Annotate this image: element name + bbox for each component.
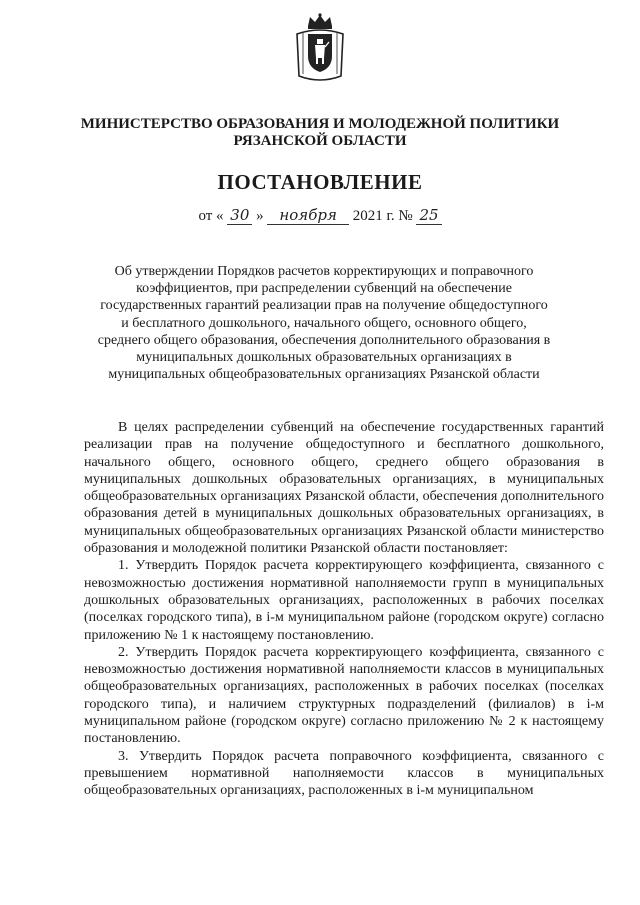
date-day-close: » [256,208,264,224]
date-day: 30 [227,206,252,225]
body-item-1: 1. Утвердить Порядок расчета корректирующего коэффициента, связанного с невозможностью достижения нормативной наполняемости групп в муниципальных дошкольных образовательных организациях, расположенных в рабочих поселках (поселках городского типа), в i-м муниципальном районе (городском округе) согласно приложению № 1 к настоящему постановлению. [84,558,604,643]
date-prefix: от « [198,208,224,224]
body-item-3: 3. Утвердить Порядок расчета поправочного коэффициента, связанного с превышением нормативной наполняемости классов в муниципальных общеобразовательных организациях, расположенных в i-м муниципальном [84,748,604,799]
date-year: 2021 г. № [352,208,413,224]
document-body [84,419,604,800]
ministry-name-line2: РЯЗАНСКОЙ ОБЛАСТИ [233,133,407,149]
document-subject: Об утверждении Порядков расчетов корректирующих и поправочного коэффициентов, при распределении субвенций на обеспечение государственных гарантий реализации прав на получение общедоступного и бесплатного дошкольного, начального общего, основного общего, среднего общего образования, обеспечения дополнительного образования в муниципальных дошкольных образовательных организациях в муниципальных общеобразовательных организациях Рязанской области [97,264,551,383]
date-line [0,206,640,225]
body-intro-paragraph: В целях распределении субвенций на обеспечение государственных гарантий реализации прав на получение общедоступного и бесплатного дошкольного, начального общего, основного общего, среднего общего образования в муниципальных дошкольных образовательных организациях, в муниципальных общеобразовательных организациях Рязанской области, обеспечения дополнительного образования детей в муниципальных дошкольных образовательных организациях, в муниципальных общеобразовательных организациях Рязанской области министерство образования и молодежной политики Рязанской области постановляет: [84,420,604,557]
ministry-name-line1: МИНИСТЕРСТВО ОБРАЗОВАНИЯ И МОЛОДЕЖНОЙ ПОЛИТИКИ [80,116,560,132]
document-type-title: ПОСТАНОВЛЕНИЕ [217,170,423,194]
document-number: 25 [416,206,441,225]
date-month: ноября [267,206,349,225]
coat-of-arms-emblem [293,12,347,84]
body-item-2: 2. Утвердить Порядок расчета корректирующего коэффициента, связанного с невозможностью достижения нормативной наполняемости классов в муниципальных общеобразовательных организациях, расположенных в рабочих поселках (поселках городского типа), и наличием структурных подразделений (филиалов) в i-м муниципальном районе (городском округе) согласно приложению № 2 к настоящему постановлению. [84,644,604,747]
